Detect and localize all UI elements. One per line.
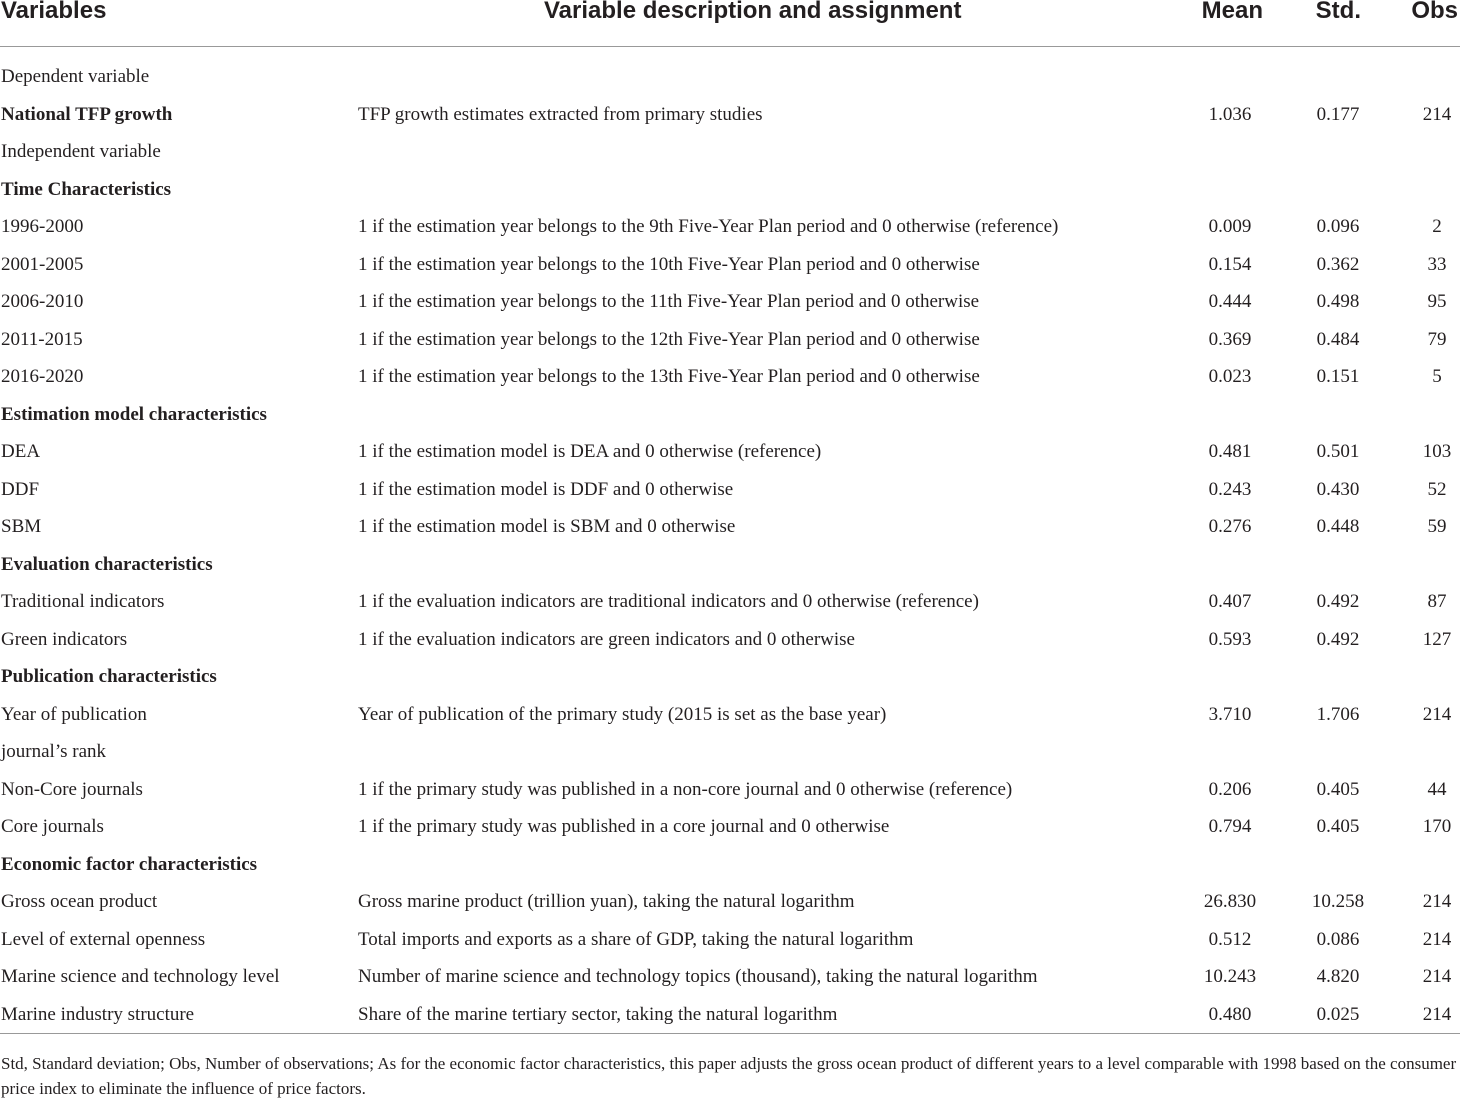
table-row (0, 772, 1460, 810)
table-row (0, 134, 1460, 172)
cell-std: 0.151 (1316, 366, 1360, 387)
table-row (0, 397, 1460, 435)
cell-mean: 26.830 (1203, 891, 1257, 912)
cell-variable: DEA (1, 441, 41, 462)
cell-mean: 0.206 (1208, 778, 1252, 800)
table-row (0, 509, 1460, 547)
cell-description: 1 if the estimation model is DEA and 0 otherwise (reference) (358, 441, 822, 462)
cell-variable: Marine science and technology level (1, 966, 280, 987)
cell-mean: 0.444 (1208, 291, 1252, 312)
cell-description: Gross marine product (trillion yuan), taking the natural logarithm (358, 891, 855, 912)
cell-variable: 2006-2010 (1, 291, 84, 312)
cell-variable: Marine industry structure (1, 1003, 195, 1025)
cell-obs: 2 (1432, 216, 1442, 237)
table-row (0, 172, 1460, 210)
cell-variable: Core journals (1, 816, 104, 837)
table-footnote: Std, Standard deviation; Obs, Number of observations; As for the economic factor characteristics, this paper adjusts the gross ocean product of different years to a level comparable with 1998 based on the consumer price index to eliminate the influence of price factors. (1, 1054, 1457, 1098)
cell-obs: 214 (1422, 891, 1452, 912)
cell-std: 0.025 (1316, 1003, 1360, 1025)
header-variables: Variables (1, 0, 107, 24)
table-row (0, 997, 1460, 1035)
cell-variable: 1996-2000 (1, 216, 84, 237)
table-row (0, 284, 1460, 322)
table-row (0, 697, 1460, 735)
table-row (0, 472, 1460, 510)
cell-std: 0.430 (1316, 478, 1360, 500)
cell-std: 0.096 (1316, 216, 1360, 237)
cell-variable: DDF (1, 478, 40, 500)
cell-description: 1 if the evaluation indicators are green indicators and 0 otherwise (358, 628, 855, 650)
cell-variable: 2016-2020 (1, 366, 84, 387)
table-row (0, 584, 1460, 622)
cell-obs: 95 (1427, 291, 1447, 312)
cell-std: 0.492 (1316, 591, 1360, 612)
cell-obs: 214 (1422, 928, 1452, 950)
cell-description: Number of marine science and technology topics (thousand), taking the natural logarithm (358, 966, 1038, 987)
cell-variable: Non-Core journals (1, 778, 143, 800)
cell-std: 0.086 (1316, 928, 1360, 950)
cell-variable: Estimation model characteristics (1, 403, 267, 425)
cell-std: 0.448 (1316, 516, 1360, 537)
cell-description: TFP growth estimates extracted from primary studies (358, 103, 763, 125)
cell-std: 0.484 (1316, 328, 1360, 350)
cell-description: 1 if the estimation year belongs to the 12th Five-Year Plan period and 0 otherwise (358, 328, 980, 350)
cell-std: 0.501 (1316, 441, 1360, 462)
cell-description: 1 if the estimation year belongs to the 10th Five-Year Plan period and 0 otherwise (358, 253, 980, 275)
cell-mean: 0.794 (1208, 816, 1252, 837)
cell-mean: 0.481 (1208, 441, 1252, 462)
cell-description: 1 if the estimation year belongs to the 9th Five-Year Plan period and 0 otherwise (reference) (358, 216, 1059, 237)
table-row (0, 622, 1460, 660)
table-bottom-rule (0, 1033, 1460, 1034)
cell-mean: 10.243 (1203, 966, 1257, 987)
cell-obs: 214 (1422, 703, 1452, 725)
cell-variable: 2001-2005 (1, 253, 84, 275)
cell-variable: Gross ocean product (1, 891, 158, 912)
cell-std: 0.362 (1316, 253, 1360, 275)
table-row (0, 884, 1460, 922)
cell-variable: Traditional indicators (1, 591, 165, 612)
table-row (0, 734, 1460, 772)
cell-obs: 87 (1427, 591, 1447, 612)
cell-variable: Level of external openness (1, 928, 206, 950)
cell-variable: Green indicators (1, 628, 128, 650)
cell-obs: 59 (1427, 516, 1447, 537)
cell-mean: 0.407 (1208, 591, 1252, 612)
cell-std: 0.492 (1316, 628, 1360, 650)
cell-obs: 79 (1427, 328, 1447, 350)
table-row (0, 847, 1460, 885)
cell-std: 1.706 (1316, 703, 1360, 725)
table-row (0, 322, 1460, 360)
cell-variable: 2011-2015 (1, 328, 83, 350)
cell-description: Share of the marine tertiary sector, taking the natural logarithm (358, 1003, 838, 1025)
cell-mean: 3.710 (1208, 703, 1252, 725)
cell-obs: 127 (1422, 628, 1452, 650)
cell-variable: Dependent variable (1, 66, 150, 87)
cell-variable: SBM (1, 516, 42, 537)
cell-std: 10.258 (1311, 891, 1365, 912)
cell-description: 1 if the estimation model is DDF and 0 otherwise (358, 478, 734, 500)
cell-mean: 0.512 (1208, 928, 1252, 950)
table-header (0, 0, 1460, 47)
cell-std: 0.405 (1316, 816, 1360, 837)
cell-description: 1 if the primary study was published in a core journal and 0 otherwise (358, 816, 890, 837)
table-row (0, 359, 1460, 397)
cell-mean: 0.276 (1208, 516, 1252, 537)
cell-variable: Economic factor characteristics (1, 853, 258, 875)
cell-variable: Evaluation characteristics (1, 553, 213, 575)
table-row (0, 209, 1460, 247)
cell-std: 4.820 (1316, 966, 1360, 987)
table-row (0, 959, 1460, 997)
cell-std: 0.177 (1316, 103, 1360, 125)
cell-std: 0.405 (1316, 778, 1360, 800)
cell-description: 1 if the primary study was published in a non-core journal and 0 otherwise (reference) (358, 778, 1013, 800)
cell-description: Year of publication of the primary study (2015 is set as the base year) (358, 703, 887, 725)
cell-description: 1 if the evaluation indicators are traditional indicators and 0 otherwise (reference) (358, 591, 979, 612)
header-description: Variable description and assignment (544, 0, 962, 24)
cell-description: 1 if the estimation model is SBM and 0 otherwise (358, 516, 736, 537)
table-row (0, 659, 1460, 697)
cell-description: Total imports and exports as a share of GDP, taking the natural logarithm (358, 928, 914, 950)
cell-obs: 5 (1432, 366, 1442, 387)
cell-mean: 1.036 (1208, 103, 1252, 125)
cell-mean: 0.593 (1208, 628, 1252, 650)
table-row (0, 434, 1460, 472)
cell-obs: 44 (1427, 778, 1447, 800)
cell-mean: 0.243 (1208, 478, 1252, 500)
cell-variable: Independent variable (1, 141, 161, 162)
table-row (0, 547, 1460, 585)
cell-obs: 214 (1422, 1003, 1452, 1025)
cell-variable: Time Characteristics (1, 178, 172, 200)
table-row (0, 59, 1460, 97)
cell-mean: 0.369 (1208, 328, 1252, 350)
cell-description: 1 if the estimation year belongs to the 13th Five-Year Plan period and 0 otherwise (358, 366, 980, 387)
cell-description: 1 if the estimation year belongs to the 11th Five-Year Plan period and 0 otherwise (358, 291, 980, 312)
cell-std: 0.498 (1316, 291, 1360, 312)
cell-mean: 0.480 (1208, 1003, 1252, 1025)
cell-obs: 33 (1427, 253, 1447, 275)
table-row (0, 922, 1460, 960)
cell-obs: 52 (1427, 478, 1447, 500)
cell-obs: 214 (1422, 966, 1452, 987)
cell-obs: 170 (1422, 816, 1452, 837)
cell-mean: 0.009 (1208, 216, 1252, 237)
cell-variable: Publication characteristics (1, 666, 217, 687)
table-row (0, 97, 1460, 135)
table-body (0, 59, 1460, 1034)
header-obs: Obs (1411, 0, 1458, 24)
table-row (0, 809, 1460, 847)
cell-variable: journal’s rank (1, 741, 107, 762)
cell-variable: National TFP growth (1, 103, 173, 125)
header-mean: Mean (1201, 0, 1263, 24)
table-row (0, 247, 1460, 285)
cell-obs: 214 (1422, 103, 1452, 125)
cell-obs: 103 (1422, 441, 1452, 462)
cell-mean: 0.023 (1208, 366, 1252, 387)
cell-variable: Year of publication (1, 703, 147, 725)
header-std: Std. (1315, 0, 1361, 24)
cell-mean: 0.154 (1208, 253, 1252, 275)
